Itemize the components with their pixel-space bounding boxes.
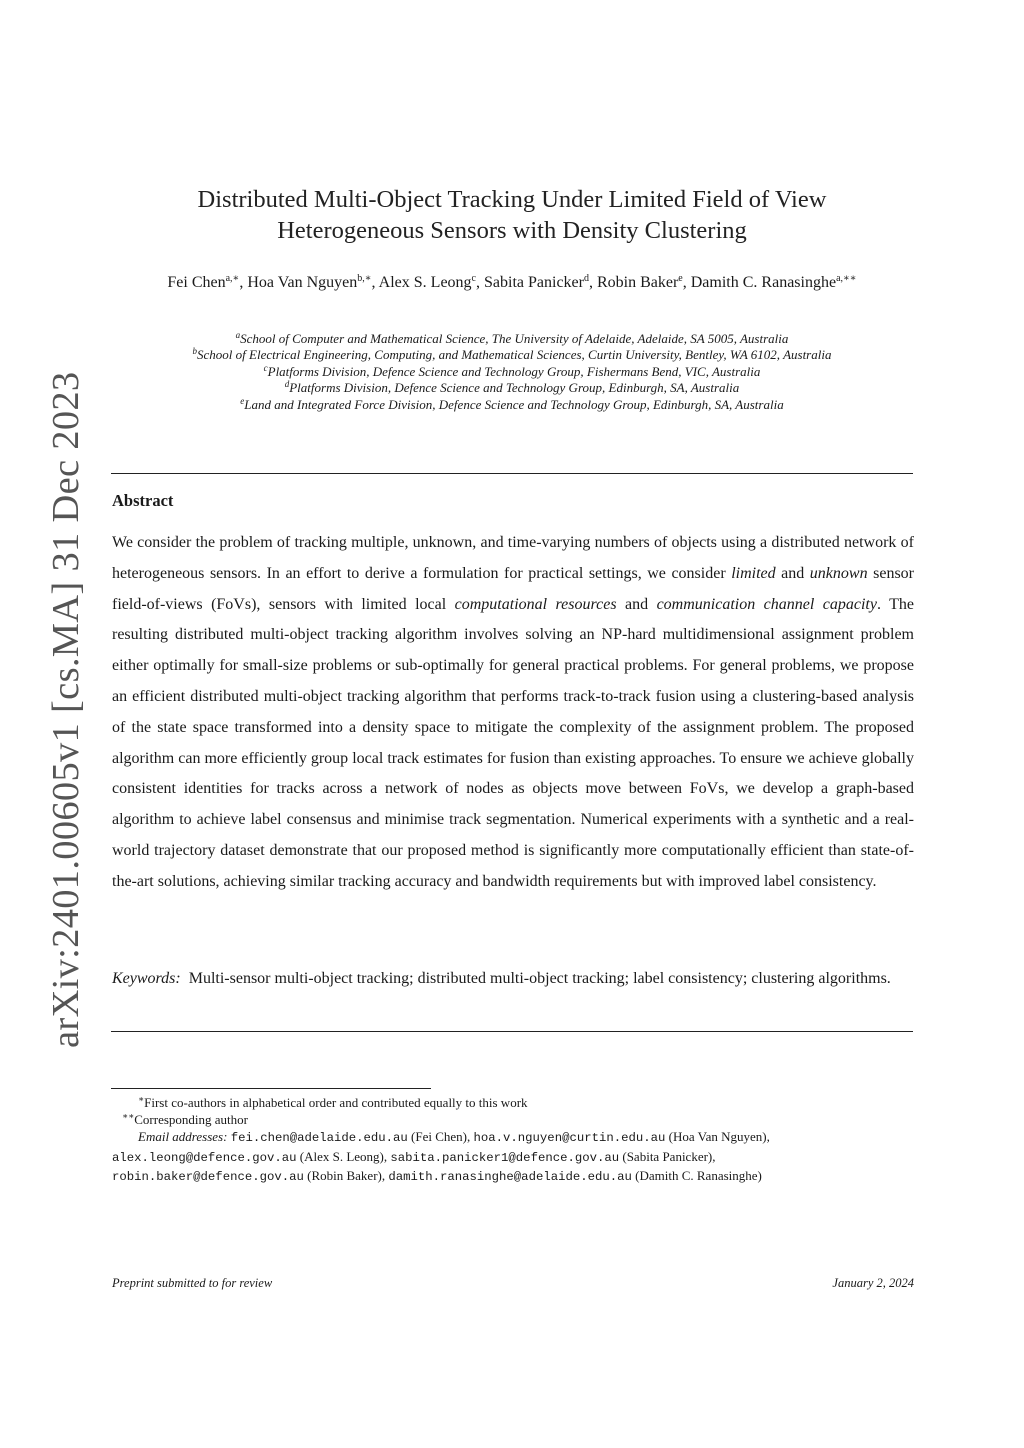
email-owner: (Damith C. Ranasinghe) [631, 1167, 762, 1183]
author-name: Damith C. Ranasinghe [690, 274, 837, 291]
title-line-2: Heterogeneous Sensors with Density Clustering [277, 217, 747, 244]
footnote-emails-line1 [112, 1128, 914, 1147]
email-address[interactable]: damith.ranasinghe@adelaide.edu.au [388, 1169, 632, 1184]
author-name: Alex S. Leong [378, 274, 472, 291]
footnotes [112, 1094, 914, 1186]
email-address[interactable]: fei.chen@adelaide.edu.au [230, 1131, 408, 1146]
author-separator: , [588, 274, 597, 291]
author-affil-mark: c [471, 273, 476, 284]
abstract-body [112, 528, 914, 898]
footnote-emails-line2 [112, 1148, 914, 1167]
email-address[interactable]: sabita.panicker1@defence.gov.au [390, 1150, 620, 1165]
email-owner: (Sabita Panicker), [619, 1148, 716, 1164]
footnote-mark: ∗∗ [122, 1111, 135, 1122]
affiliation [60, 331, 964, 347]
abstract-emphasis: computational resources [454, 595, 617, 613]
affiliation-mark: d [284, 379, 290, 390]
abstract-top-rule [111, 473, 913, 474]
affiliation-mark: b [192, 346, 198, 357]
abstract-text: sensor field-of-views (FoVs), sensors with limited local [112, 564, 914, 613]
footnote-text: Corresponding author [134, 1112, 248, 1128]
abstract-text: We consider the problem of tracking multiple, unknown, and time-varying numbers of objects using a distributed network of heterogeneous sensors. In an effort to derive a formulation for practical settings, we consider [112, 534, 914, 582]
abstract-text: and [775, 564, 810, 582]
affiliation-mark: c [263, 362, 268, 373]
email-owner: (Robin Baker), [303, 1167, 389, 1183]
abstract-emphasis: limited [731, 564, 776, 582]
email-owner: (Hoa Van Nguyen), [665, 1129, 770, 1145]
footnote-mark: ∗ [138, 1094, 145, 1104]
abstract-bottom-rule [111, 1031, 913, 1032]
author-affil-mark: d [583, 273, 589, 284]
email-address[interactable]: robin.baker@defence.gov.au [112, 1169, 304, 1184]
affiliation-text: School of Electrical Engineering, Computing, and Mathematical Sciences, Curtin University, Bentley, WA 6102, Australia [197, 347, 832, 363]
affiliation [60, 364, 964, 380]
affiliation [60, 380, 964, 396]
footer-preprint-note: Preprint submitted to for review [112, 1276, 273, 1290]
affiliation-text: Land and Integrated Force Division, Defence Science and Technology Group, Edinburgh, SA, Australia [244, 396, 784, 412]
arxiv-stamp: arXiv:2401.00605v1 [cs.MA] 31 Dec 2023 [45, 371, 87, 1048]
title-line-1: Distributed Multi-Object Tracking Under Limited Field of View [197, 186, 827, 213]
footnote-corresponding [112, 1111, 914, 1128]
email-owner: (Alex S. Leong), [296, 1148, 391, 1164]
footnote-text: First co-authors in alphabetical order and contributed equally to this work [144, 1095, 528, 1110]
author-separator: , [476, 274, 484, 291]
keywords-text: Multi-sensor multi-object tracking; distributed multi-object tracking; label consistency; clustering algorithms. [188, 970, 891, 987]
keywords-label: Keywords: [112, 970, 181, 987]
paper-title [112, 184, 912, 246]
author-name: Sabita Panicker [484, 274, 584, 291]
author-name: Fei Chen [167, 274, 226, 291]
email-label: Email addresses: [138, 1129, 228, 1145]
author-affil-mark: a,∗ [225, 273, 240, 284]
affiliation-text: School of Computer and Mathematical Science, The University of Adelaide, Adelaide, SA 5005, Australia [240, 331, 789, 346]
author-affil-mark: b,∗ [357, 273, 372, 284]
author-affil-mark: a,∗∗ [836, 273, 857, 284]
email-address[interactable]: hoa.v.nguyen@curtin.edu.au [473, 1131, 666, 1146]
footnote-cofirst [112, 1094, 914, 1111]
author-separator: , [682, 274, 691, 291]
abstract-heading: Abstract [112, 491, 174, 510]
footnote-emails-line3 [112, 1167, 914, 1186]
affiliation [60, 347, 964, 363]
affiliation-text: Platforms Division, Defence Science and Technology Group, Edinburgh, SA, Australia [289, 380, 740, 396]
affiliation [60, 397, 964, 413]
author-affil-mark: e [678, 273, 683, 284]
email-owner: (Fei Chen), [407, 1129, 474, 1145]
footnote-rule [111, 1088, 431, 1089]
author-list [112, 272, 912, 294]
abstract-emphasis: unknown [809, 564, 868, 582]
author-separator: , [239, 274, 248, 291]
email-address[interactable]: alex.leong@defence.gov.au [112, 1150, 297, 1165]
abstract-text: and [616, 595, 657, 613]
author-separator: , [371, 274, 379, 291]
affiliation-mark: e [240, 395, 245, 406]
footer-date: January 2, 2024 [832, 1276, 914, 1290]
abstract-text: . The resulting distributed multi-object tracking algorithm involves solving an NP-hard multidimensional assignment problem either optimally for small-size problems or sub-optimally for general practical problems. For general problems, we propose an efficient distributed multi-object tracking algorithm that performs track-to-track fusion using a clustering-based analysis of the state space transformed into a density space to mitigate the complexity of the assignment problem. The proposed algorithm can more efficiently group local track estimates for fusion than existing approaches. To ensure we achieve globally consistent identities for tracks across a network of nodes as objects move between FoVs, we develop a graph-based algorithm to achieve label consensus and minimise track segmentation. Numerical experiments with a synthetic and a real-world trajectory dataset demonstrate that our proposed method is significantly more computationally efficient than state-of-the-art solutions, achieving similar tracking accuracy and bandwidth requirements but with improved label consistency. [112, 595, 914, 890]
author-name: Robin Baker [596, 274, 679, 291]
affiliation-text: Platforms Division, Defence Science and Technology Group, Fishermans Bend, VIC, Australia [267, 363, 761, 379]
abstract-emphasis: communication channel capacity [656, 595, 877, 613]
keywords [112, 964, 914, 994]
affiliation-mark: a [235, 330, 241, 340]
affiliation-list [60, 331, 964, 413]
author-name: Hoa Van Nguyen [247, 274, 358, 291]
